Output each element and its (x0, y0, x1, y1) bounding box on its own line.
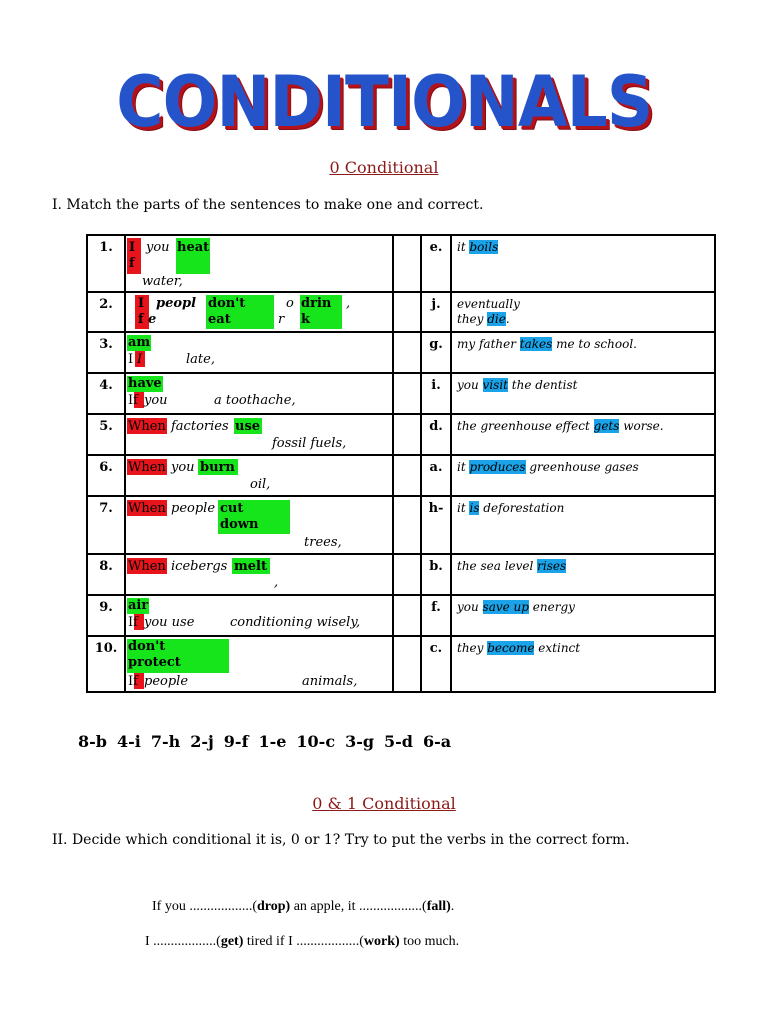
left-cell (125, 455, 393, 496)
if-part: I (129, 240, 136, 255)
table-row (87, 332, 715, 373)
subject: people (144, 674, 189, 689)
highlighted-verb: visit (482, 378, 508, 392)
rest: oil, (250, 477, 271, 492)
highlighted-verb: produces (469, 460, 526, 474)
highlighted-verb: save up (482, 600, 529, 614)
verb: k (301, 312, 311, 327)
exercise-line-2: I ..................(get) tired if I ..................(work) too much. (145, 934, 460, 949)
rest: conditioning wisely, (230, 615, 361, 630)
highlighted-verb: die (487, 312, 506, 326)
table-row (87, 595, 715, 636)
left-cell (125, 496, 393, 554)
table-row (87, 414, 715, 455)
subject: people (171, 501, 216, 516)
row-letter: a. (421, 455, 451, 496)
verb: have (128, 376, 162, 391)
verb: eat (208, 312, 231, 327)
if-part: When (128, 501, 166, 516)
verb: air (128, 598, 149, 613)
verb: cut (220, 501, 244, 516)
if-part: f (129, 256, 135, 271)
highlighted-verb: rises (537, 559, 567, 573)
table-row (87, 636, 715, 692)
highlighted-verb: boils (469, 240, 499, 254)
verb: down (220, 517, 259, 532)
answer-key: 8-b 4-i 7-h 2-j 9-f 1-e 10-c 3-g 5-d 6-a (78, 732, 452, 751)
subject: you use (144, 615, 195, 630)
left-cell (125, 373, 393, 414)
subject: e (148, 312, 157, 327)
row-number: 8. (87, 554, 125, 595)
exercise-line-1: If you ..................(drop) an apple, it ..................(fall). (152, 899, 455, 914)
section1-instruction: I. Match the parts of the sentences to make one and correct. (52, 197, 484, 213)
rest: late, (186, 352, 215, 367)
left-cell (125, 636, 393, 692)
if-part: I (138, 296, 145, 311)
verb: don't (208, 296, 246, 311)
verb: protect (128, 655, 181, 670)
subject: you (146, 240, 170, 255)
left-cell (125, 554, 393, 595)
row-number: 7. (87, 496, 125, 554)
subject: factories (171, 419, 229, 434)
section1-heading: 0 Conditional (329, 158, 439, 177)
verb: heat (177, 240, 210, 255)
row-number: 10. (87, 636, 125, 692)
row-number: 2. (87, 292, 125, 332)
verb: burn (200, 460, 235, 475)
if-part: I (128, 352, 134, 367)
verb: use (235, 419, 261, 434)
highlighted-verb: become (487, 641, 535, 655)
table-row (87, 496, 715, 554)
subject: I (137, 352, 143, 367)
right-cell: it produces greenhouse gases (451, 455, 715, 496)
page-title: CONDITIONALS (115, 61, 653, 143)
verb: don't (128, 639, 166, 654)
matching-table (86, 234, 716, 693)
if-part: When (128, 559, 166, 574)
table-row (87, 235, 715, 292)
if-part: If (128, 615, 138, 630)
table-row (87, 292, 715, 332)
right-cell: eventually they die. (451, 292, 715, 332)
subject: you (171, 460, 195, 475)
if-part: When (128, 419, 166, 434)
row-number: 5. (87, 414, 125, 455)
rest: water, (142, 274, 183, 289)
highlighted-verb: takes (519, 337, 553, 351)
right-cell: the sea level rises (451, 554, 715, 595)
row-number: 9. (87, 595, 125, 636)
subject: you (144, 393, 168, 408)
row-letter: b. (421, 554, 451, 595)
left-cell (125, 414, 393, 455)
right-cell: you save up energy (451, 595, 715, 636)
row-letter: j. (421, 292, 451, 332)
row-letter: f. (421, 595, 451, 636)
if-part: If (128, 674, 138, 689)
if-part: When (128, 460, 166, 475)
rest: a toothache, (214, 393, 296, 408)
row-letter: e. (421, 235, 451, 292)
rest: animals, (302, 674, 358, 689)
section2-instruction: II. Decide which conditional it is, 0 or 1? Try to put the verbs in the correct form. (52, 832, 630, 848)
right-cell: the greenhouse effect gets worse. (451, 414, 715, 455)
rest: , (274, 575, 279, 590)
left-cell (125, 332, 393, 373)
left-cell (125, 595, 393, 636)
rest: fossil fuels, (272, 436, 347, 451)
table-row (87, 554, 715, 595)
object: r (278, 312, 285, 327)
right-cell: my father takes me to school. (451, 332, 715, 373)
row-letter: d. (421, 414, 451, 455)
if-part: If (128, 393, 138, 408)
row-letter: i. (421, 373, 451, 414)
rest: trees, (304, 535, 342, 550)
title-banner (0, 62, 768, 142)
verb: drin (301, 296, 332, 311)
subject: icebergs (171, 559, 228, 574)
subject: peopl (156, 296, 197, 311)
row-letter: c. (421, 636, 451, 692)
highlighted-verb: is (469, 501, 480, 515)
table-row (87, 455, 715, 496)
left-cell (125, 235, 393, 292)
right-cell: it is deforestation (451, 496, 715, 554)
section2-heading: 0 & 1 Conditional (312, 794, 456, 813)
right-cell: it boils (451, 235, 715, 292)
object: o (286, 296, 294, 311)
highlighted-verb: gets (593, 419, 620, 433)
row-number: 1. (87, 235, 125, 292)
row-letter: g. (421, 332, 451, 373)
table-row (87, 373, 715, 414)
row-number: 4. (87, 373, 125, 414)
row-number: 3. (87, 332, 125, 373)
left-cell: I f peopl e don't eat o r drin k , (125, 292, 393, 332)
right-cell: you visit the dentist (451, 373, 715, 414)
if-part: f (138, 312, 144, 327)
verb: am (128, 335, 151, 350)
row-number: 6. (87, 455, 125, 496)
right-cell: they become extinct (451, 636, 715, 692)
row-letter: h- (421, 496, 451, 554)
verb: melt (234, 559, 267, 574)
